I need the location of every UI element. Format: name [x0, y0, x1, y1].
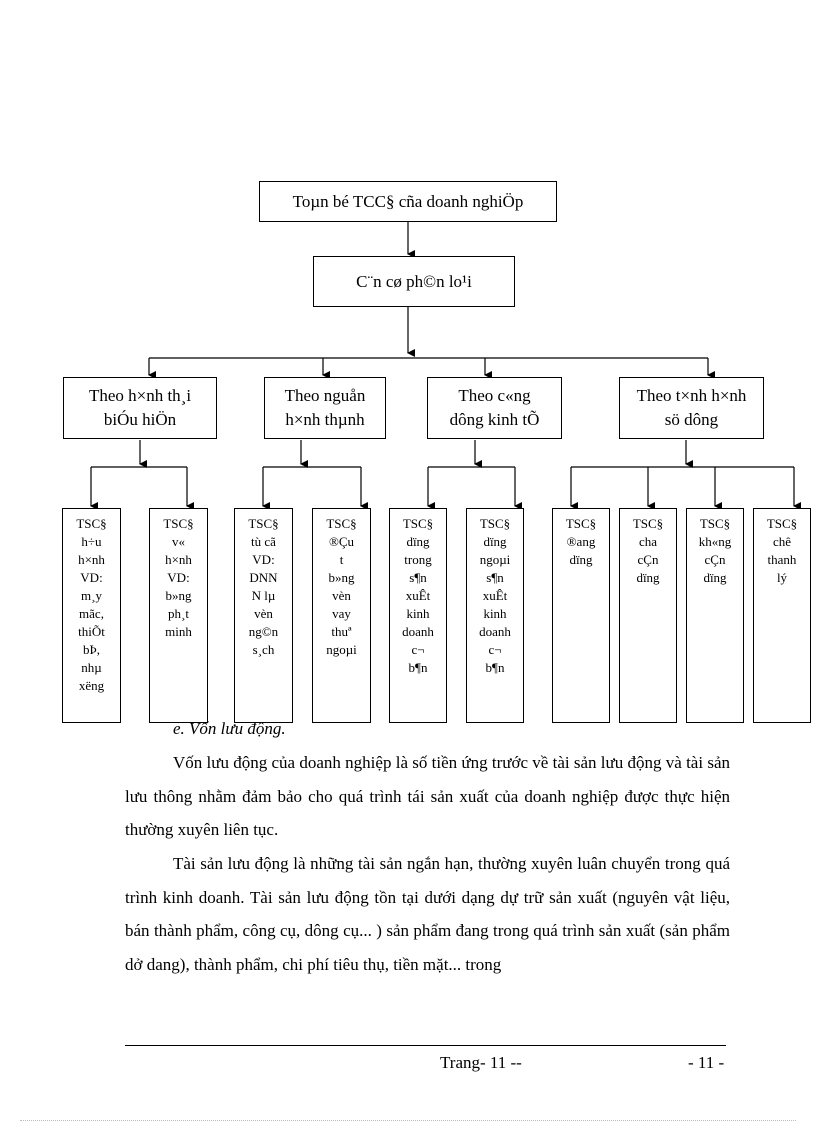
leaf-box: TSC§ v« h×nh VD: b»ng ph¸t minh	[149, 508, 208, 723]
section-heading: e. Vốn lưu động.	[173, 719, 286, 738]
category-label: Theo t×nh h×nh sö dông	[636, 386, 747, 429]
category-box-economic-use	[427, 377, 562, 439]
paragraph-text: Vốn lưu động của doanh nghiệp là số tiền ứng trước về tài sản lưu động và tài sản lưu thông nhằm đảm bảo cho quá trình tái sản xuất của doanh nghiệp được thực hiện thường xuyên liên tục.	[125, 753, 730, 839]
leaf-box: TSC§ dïng ngoµi s¶n xuÊt kinh doanh c¬ b¶n	[466, 508, 524, 723]
category-box-source	[264, 377, 386, 439]
root-box	[259, 181, 557, 222]
leaf-box: TSC§ h÷u h×nh VD: m¸y mãc, thiÕt bÞ, nhµ xëng	[62, 508, 121, 723]
leaf-box: TSC§ tù cã VD: DNN N lµ vèn ng©n s¸ch	[234, 508, 293, 723]
root-label: Toµn bé TCC§ cña doanh nghiÖp	[292, 191, 524, 211]
category-label: Theo nguån h×nh thµnh	[284, 386, 366, 429]
classification-box	[313, 256, 515, 307]
footer-rule	[125, 1045, 726, 1046]
classification-label: C¨n cø ph©n lo¹i	[356, 271, 472, 291]
paragraph	[125, 847, 730, 981]
paragraph-text: Tài sản lưu động là những tài sản ngắn hạn, thường xuyên luân chuyển trong quá trình kinh doanh. Tài sản lưu động tồn tại dưới dạng dự trữ sản xuất (nguyên vật liệu, bán thành phẩm, công cụ, dông cụ... ) sản phẩm đang trong quá trình sản xuất (sản phẩm dở dang), thành phẩm, chi phí tiêu thụ, tiền mặt... trong	[125, 854, 730, 974]
leaf-box: TSC§ dïng trong s¶n xuÊt kinh doanh c¬ b¶n	[389, 508, 447, 723]
leaf-box: TSC§ cha cÇn dïng	[619, 508, 677, 723]
category-box-usage-status	[619, 377, 764, 439]
leaf-box: TSC§ ®ang dïng	[552, 508, 610, 723]
leaf-box: TSC§ ®Çu t b»ng vèn vay thuª ngoµi	[312, 508, 371, 723]
leaf-box: TSC§ chê thanh lý	[753, 508, 811, 723]
page-edge	[20, 1120, 796, 1121]
leaf-box: TSC§ kh«ng cÇn dïng	[686, 508, 744, 723]
category-label: Theo h×nh th¸i biÓu hiÖn	[88, 386, 192, 429]
category-label: Theo c«ng dông kinh tÕ	[449, 386, 540, 429]
paragraph	[125, 746, 730, 847]
footer-page-number: - 11 -	[688, 1053, 725, 1072]
category-box-form	[63, 377, 217, 439]
footer-page-label: Trang- 11 --	[440, 1053, 522, 1072]
